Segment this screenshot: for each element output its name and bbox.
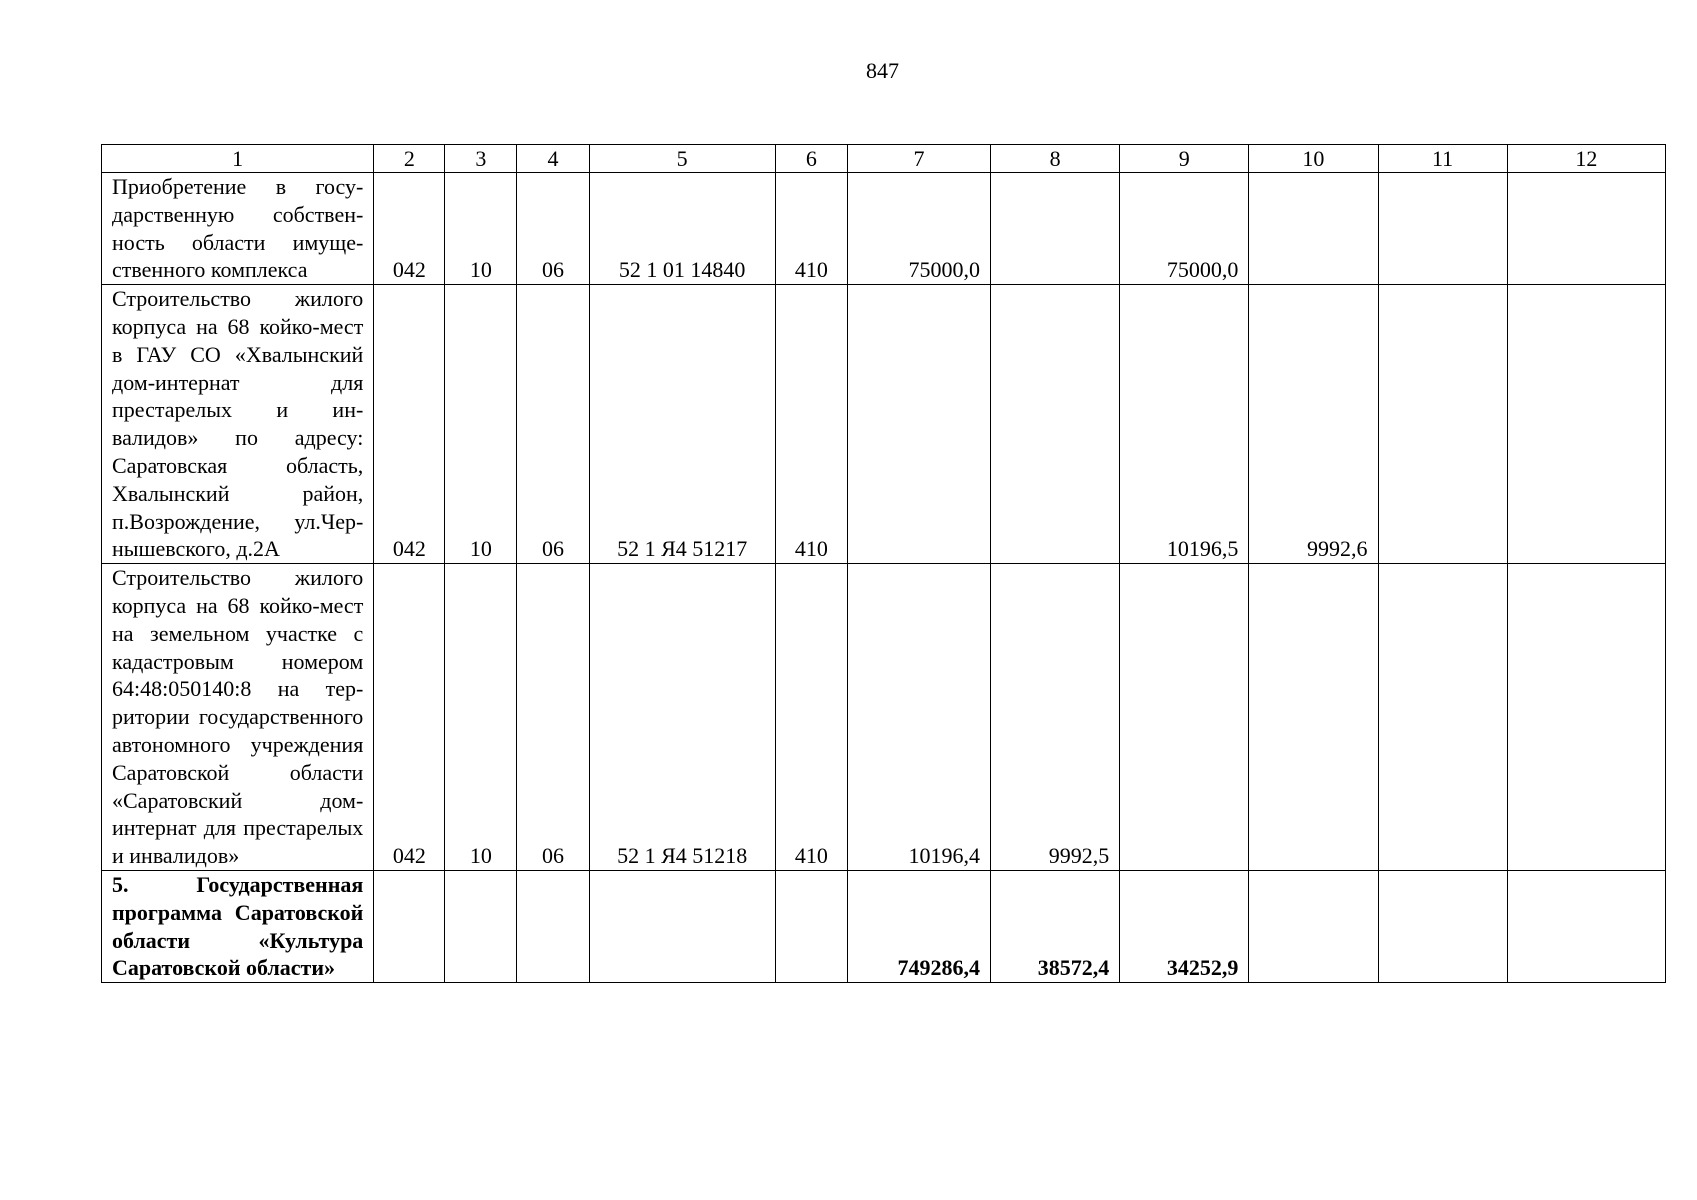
- header-cell: 8: [991, 145, 1120, 173]
- cell-c4: [517, 870, 589, 982]
- row-name-cell: Приобретение в государственную собственность области имущественного комплекса: [102, 173, 374, 285]
- cell-c11: [1378, 173, 1507, 285]
- cell-c3: [445, 870, 517, 982]
- row-name-cell: Строительство жилого корпуса на 68 койко-мест на земельном участке с кадастровым номером 64:48:050140:8 на территории государственного автономного учреждения Саратовской области «Саратовский дом-интернат для престарелых и инвалидов»: [102, 564, 374, 871]
- cell-c11: [1378, 564, 1507, 871]
- cell-c2: 042: [374, 564, 445, 871]
- row-name-cell: 5. Государственная программа Саратовской области «Культура Саратовской области»: [102, 870, 374, 982]
- header-cell: 1: [102, 145, 374, 173]
- cell-c8: 9992,5: [991, 564, 1120, 871]
- header-cell: 3: [445, 145, 517, 173]
- header-cell: 10: [1249, 145, 1378, 173]
- header-cell: 12: [1507, 145, 1665, 173]
- header-cell: 11: [1378, 145, 1507, 173]
- cell-c2: [374, 870, 445, 982]
- cell-c6: [775, 870, 847, 982]
- header-cell: 6: [775, 145, 847, 173]
- cell-c5: 52 1 01 14840: [589, 173, 775, 285]
- cell-c8: [991, 285, 1120, 564]
- cell-c5: 52 1 Я4 51218: [589, 564, 775, 871]
- table-row-program-total: [102, 870, 1666, 982]
- cell-c4: 06: [517, 173, 589, 285]
- cell-c10: 9992,6: [1249, 285, 1378, 564]
- cell-c7: 75000,0: [847, 173, 990, 285]
- cell-c3: 10: [445, 173, 517, 285]
- table-row: [102, 173, 1666, 285]
- cell-c4: 06: [517, 285, 589, 564]
- cell-c2: 042: [374, 173, 445, 285]
- cell-c10: [1249, 173, 1378, 285]
- cell-c8: 38572,4: [991, 870, 1120, 982]
- header-cell: 2: [374, 145, 445, 173]
- cell-c11: [1378, 870, 1507, 982]
- cell-c9: 10196,5: [1120, 285, 1249, 564]
- cell-c5: 52 1 Я4 51217: [589, 285, 775, 564]
- cell-c10: [1249, 870, 1378, 982]
- cell-c12: [1507, 564, 1665, 871]
- header-cell: 5: [589, 145, 775, 173]
- cell-c7: [847, 285, 990, 564]
- cell-c9: 34252,9: [1120, 870, 1249, 982]
- cell-c3: 10: [445, 285, 517, 564]
- cell-c9: [1120, 564, 1249, 871]
- cell-c3: 10: [445, 564, 517, 871]
- budget-table: [101, 144, 1666, 983]
- cell-c8: [991, 173, 1120, 285]
- row-name-cell: Строительство жилого корпуса на 68 койко-мест в ГАУ СО «Хвалынский дом-интернат для престарелых и инвалидов» по адресу: Саратовская область, Хвалынский район, п.Возрождение, ул.Чернышевского, д.2А: [102, 285, 374, 564]
- cell-c10: [1249, 564, 1378, 871]
- table-row: [102, 564, 1666, 871]
- cell-c6: 410: [775, 564, 847, 871]
- cell-c5: [589, 870, 775, 982]
- cell-c6: 410: [775, 285, 847, 564]
- table-row: [102, 285, 1666, 564]
- cell-c6: 410: [775, 173, 847, 285]
- cell-c12: [1507, 173, 1665, 285]
- header-cell: 4: [517, 145, 589, 173]
- cell-c12: [1507, 285, 1665, 564]
- cell-c12: [1507, 870, 1665, 982]
- table-header-row: [102, 145, 1666, 173]
- header-cell: 9: [1120, 145, 1249, 173]
- cell-c11: [1378, 285, 1507, 564]
- cell-c7: 749286,4: [847, 870, 990, 982]
- cell-c4: 06: [517, 564, 589, 871]
- page-number: 847: [866, 58, 899, 83]
- cell-c9: 75000,0: [1120, 173, 1249, 285]
- cell-c7: 10196,4: [847, 564, 990, 871]
- header-cell: 7: [847, 145, 990, 173]
- cell-c2: 042: [374, 285, 445, 564]
